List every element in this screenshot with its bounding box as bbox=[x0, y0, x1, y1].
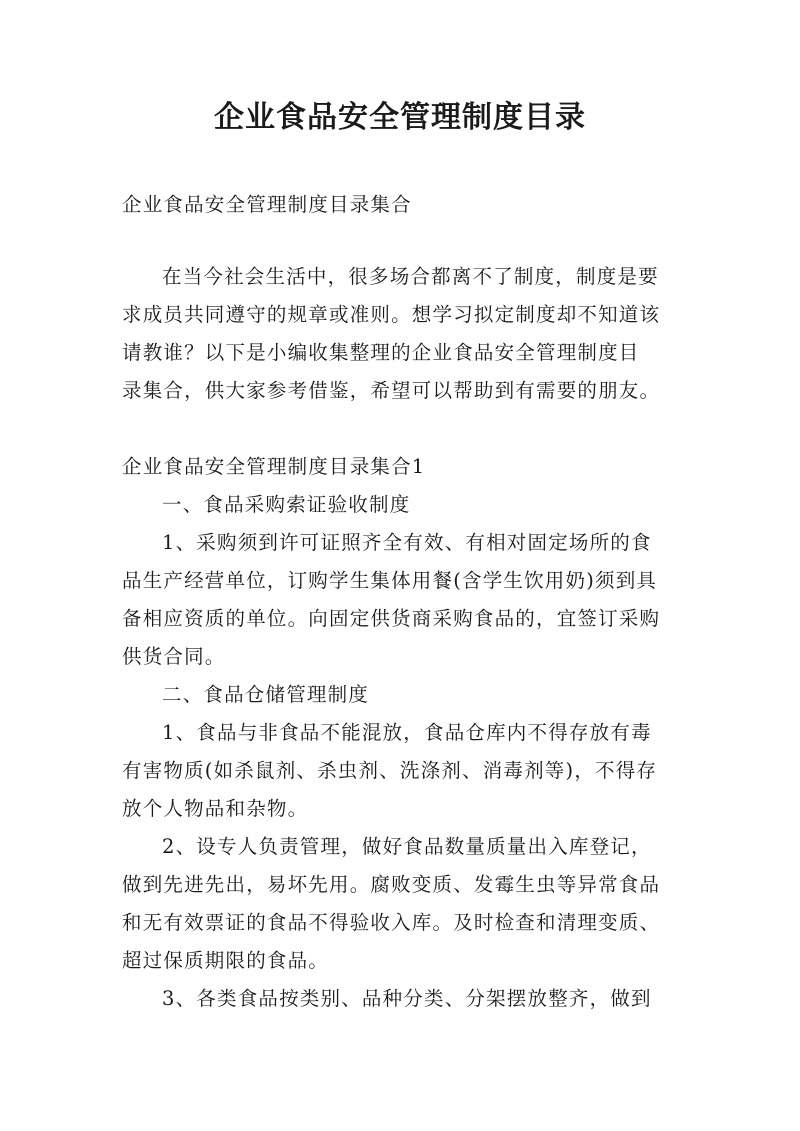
subsection-heading: 二、食品仓储管理制度 bbox=[162, 683, 370, 706]
section-heading: 企业食品安全管理制度目录集合1 bbox=[122, 455, 426, 478]
paragraph-line: 录集合，供大家参考借鉴，希望可以帮助到有需要的朋友。 bbox=[122, 379, 661, 402]
paragraph-line: 供货合同。 bbox=[122, 645, 226, 668]
paragraph-line: 有害物质(如杀鼠剂、杀虫剂、洗涤剂、消毒剂等)，不得存 bbox=[122, 759, 658, 782]
paragraph-line: 放个人物品和杂物。 bbox=[122, 797, 309, 820]
paragraph-line: 品生产经营单位，订购学生集体用餐(含学生饮用奶)须到具 bbox=[122, 569, 658, 592]
paragraph-line: 求成员共同遵守的规章或准则。想学习拟定制度却不知道该 bbox=[122, 303, 661, 326]
paragraph-line: 3、各类食品按类别、品种分类、分架摆放整齐，做到 bbox=[162, 987, 652, 1010]
subsection-heading: 一、食品采购索证验收制度 bbox=[162, 493, 411, 516]
paragraph-line: 在当今社会生活中，很多场合都离不了制度，制度是要 bbox=[162, 265, 659, 288]
paragraph-line: 做到先进先出，易坏先用。腐败变质、发霉生虫等异常食品 bbox=[122, 873, 661, 896]
paragraph-line: 请教谁？以下是小编收集整理的企业食品安全管理制度目 bbox=[122, 341, 640, 364]
document-subtitle: 企业食品安全管理制度目录集合 bbox=[122, 193, 412, 216]
paragraph-line: 1、食品与非食品不能混放，食品仓库内不得存放有毒 bbox=[162, 721, 652, 744]
paragraph-line: 超过保质期限的食品。 bbox=[122, 949, 330, 972]
paragraph-line: 和无有效票证的食品不得验收入库。及时检查和清理变质、 bbox=[122, 911, 661, 934]
document-title: 企业食品安全管理制度目录 bbox=[214, 100, 586, 135]
paragraph-line: 备相应资质的单位。向固定供货商采购食品的，宜签订采购 bbox=[122, 607, 661, 630]
paragraph-line: 2、设专人负责管理，做好食品数量质量出入库登记， bbox=[162, 835, 652, 858]
paragraph-line: 1、采购须到许可证照齐全有效、有相对固定场所的食 bbox=[162, 531, 652, 554]
